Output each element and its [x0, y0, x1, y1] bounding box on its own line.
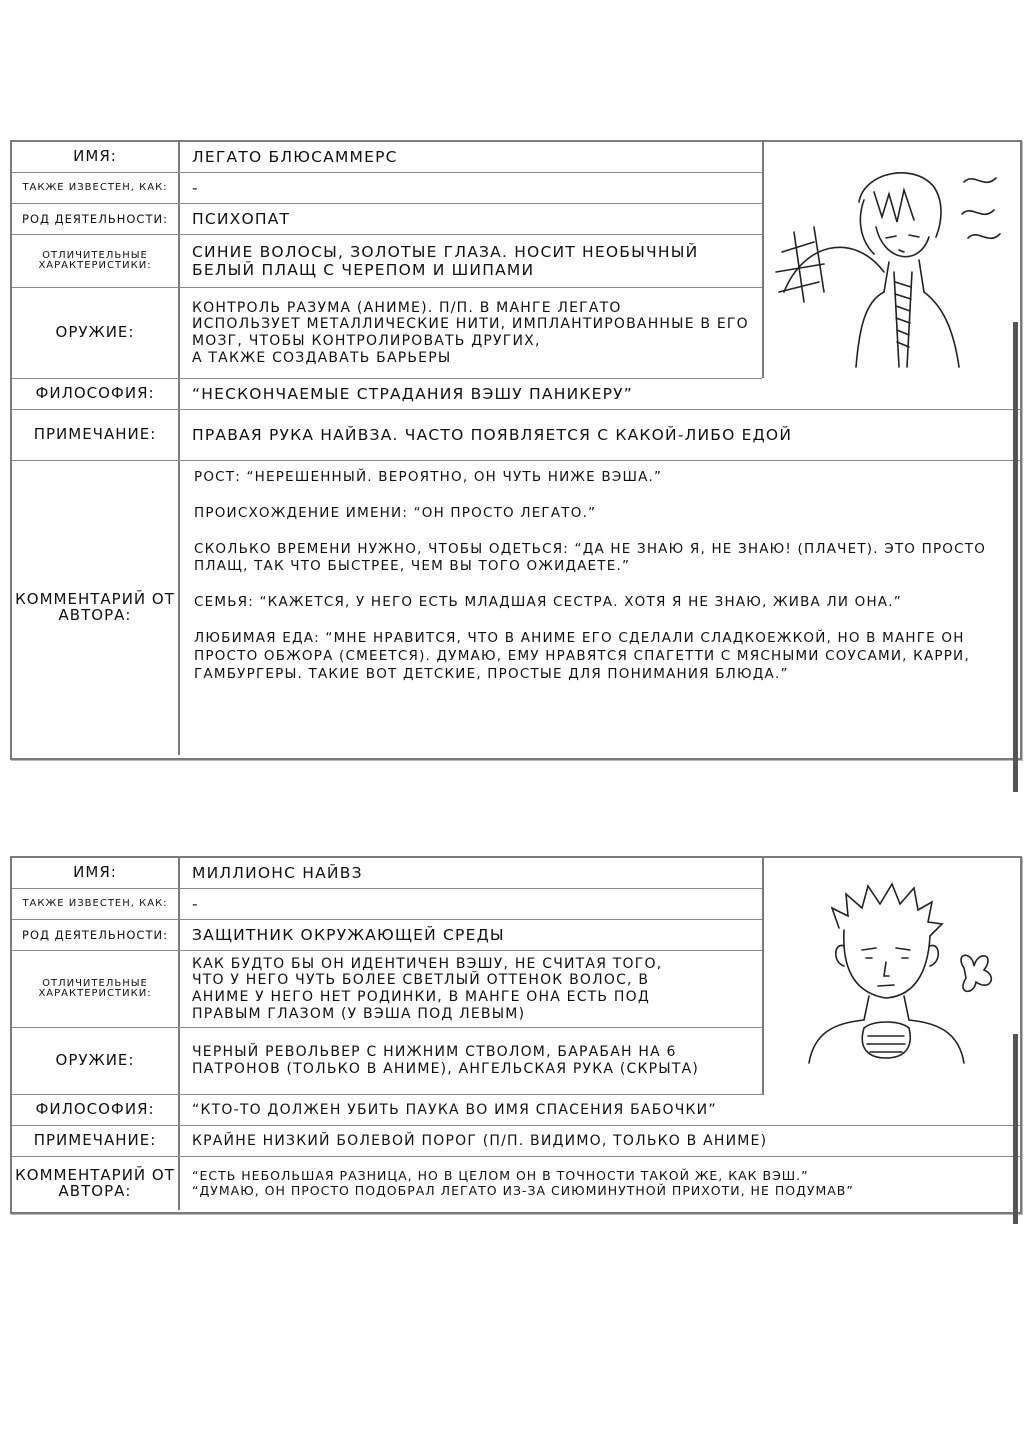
aka-row	[12, 889, 764, 920]
weapon-row	[12, 288, 762, 379]
weapon-row	[12, 1028, 764, 1095]
aka-label: ТАКЖЕ ИЗВЕСТЕН, КАК:	[12, 173, 180, 203]
scroll-edge	[1013, 1034, 1018, 1224]
features-value: СИНИЕ ВОЛОСЫ, ЗОЛОТЫЕ ГЛАЗА. НОСИТ НЕОБЫЧНЫЙ БЕЛЫЙ ПЛАЩ С ЧЕРЕПОМ И ШИПАМИ	[192, 242, 699, 279]
features-row	[12, 235, 762, 288]
scroll-edge	[1013, 322, 1018, 792]
features-row	[12, 951, 764, 1028]
name-value: МИЛЛИОНС НАЙВЗ	[192, 863, 363, 882]
name-row	[12, 858, 764, 889]
comment-favorite-food: ЛЮБИМАЯ ЕДА: “МНЕ НРАВИТСЯ, ЧТО В АНИМЕ ЕГО СДЕЛАЛИ СЛАДКОЕЖКОЙ, НО В МАНГЕ ОН ПРОСТО ОБЖОРА (СМЕЕТСЯ). ДУМАЮ, ЕМУ НРАВЯТСЯ СПАГЕТТИ С МЯСНЫМИ СОУСАМИ, КАРРИ, ГАМБУРГЕРЫ. ТАКИЕ ВОТ ДЕТСКИЕ, ПРОСТЫЕ ДЛЯ ПОНИМАНИЯ БЛЮДА.”	[194, 630, 970, 682]
comment-family: СЕМЬЯ: “КАЖЕТСЯ, У НЕГО ЕСТЬ МЛАДШАЯ СЕСТРА. ХОТЯ Я НЕ ЗНАЮ, ЖИВА ЛИ ОНА.”	[194, 594, 902, 611]
comment-name-origin: ПРОИСХОЖДЕНИЕ ИМЕНИ: “ОН ПРОСТО ЛЕГАТО.”	[194, 504, 597, 521]
comment-height: РОСТ: “НЕРЕШЕННЫЙ. ВЕРОЯТНО, ОН ЧУТЬ НИЖЕ ВЭША.”	[194, 469, 663, 485]
occupation-value: ЗАЩИТНИК ОКРУЖАЮЩЕЙ СРЕДЫ	[192, 925, 505, 944]
note-value: ПРАВАЯ РУКА НАЙВЗА. ЧАСТО ПОЯВЛЯЕТСЯ С КАКОЙ-ЛИБО ЕДОЙ	[192, 425, 793, 444]
philosophy-row	[12, 379, 1020, 410]
features-value: КАК БУДТО БЫ ОН ИДЕНТИЧЕН ВЭШУ, НЕ СЧИТАЯ ТОГО, ЧТО У НЕГО ЧУТЬ БОЛЕЕ СВЕТЛЫЙ ОТТЕНОК ВОЛОС, В АНИМЕ У НЕГО НЕТ РОДИНКИ, В МАНГЕ ОНА ЕСТЬ ПОД ПРАВЫМ ГЛАЗОМ (У ВЭША ПОД ЛЕВЫМ)	[192, 955, 663, 1022]
name-label: ИМЯ:	[12, 858, 180, 888]
aka-row	[12, 173, 762, 204]
weapon-label: ОРУЖИЕ:	[12, 1028, 180, 1094]
name-value: ЛЕГАТО БЛЮСАММЕРС	[192, 147, 398, 166]
weapon-label: ОРУЖИЕ:	[12, 288, 180, 378]
philosophy-value: “КТО-ТО ДОЛЖЕН УБИТЬ ПАУКА ВО ИМЯ СПАСЕНИЯ БАБОЧКИ”	[192, 1101, 717, 1118]
occupation-value: ПСИХОПАТ	[192, 209, 291, 228]
occupation-label: РОД ДЕЯТЕЛЬНОСТИ:	[12, 204, 180, 234]
aka-value: -	[192, 178, 199, 197]
author-comments	[194, 469, 1000, 702]
occupation-label: РОД ДЕЯТЕЛЬНОСТИ:	[12, 920, 180, 950]
note-value: КРАЙНЕ НИЗКИЙ БОЛЕВОЙ ПОРОГ (П/П. ВИДИМО, ТОЛЬКО В АНИМЕ)	[192, 1132, 768, 1149]
profile-card-knives	[10, 856, 1022, 1214]
philosophy-value: “НЕСКОНЧАЕМЫЕ СТРАДАНИЯ ВЭШУ ПАНИКЕРУ”	[192, 384, 633, 403]
weapon-value: КОНТРОЛЬ РАЗУМА (АНИМЕ). П/П. В МАНГЕ ЛЕГАТО ИСПОЛЬЗУЕТ МЕТАЛЛИЧЕСКИЕ НИТИ, ИМПЛАНТИРОВАННЫЕ В ЕГО МОЗГ, ЧТОБЫ КОНТРОЛИРОВАТЬ ДРУГИХ, А ТАКЖЕ СОЗДАВАТЬ БАРЬЕРЫ	[192, 299, 749, 366]
aka-value: -	[192, 894, 199, 913]
occupation-row	[12, 920, 764, 951]
comment-label: КОММЕНТАРИЙ ОТ АВТОРА:	[12, 1157, 180, 1210]
profile-card-legato	[10, 140, 1022, 760]
note-row	[12, 1126, 1020, 1157]
portrait-legato	[762, 142, 1020, 378]
features-label: ОТЛИЧИТЕЛЬНЫЕ ХАРАКТЕРИСТИКИ:	[12, 951, 180, 1027]
name-label: ИМЯ:	[12, 142, 180, 172]
occupation-row	[12, 204, 762, 235]
knives-sketch-image	[764, 858, 1018, 1094]
legato-sketch-image	[764, 142, 1018, 378]
philosophy-label: ФИЛОСОФИЯ:	[12, 379, 180, 409]
philosophy-row	[12, 1095, 1020, 1126]
note-row	[12, 410, 1020, 461]
note-label: ПРИМЕЧАНИЕ:	[12, 1126, 180, 1156]
portrait-knives	[762, 858, 1020, 1094]
comment-value: “ЕСТЬ НЕБОЛЬШАЯ РАЗНИЦА, НО В ЦЕЛОМ ОН В ТОЧНОСТИ ТАКОЙ ЖЕ, КАК ВЭШ.” “ДУМАЮ, ОН ПРОСТО ПОДОБРАЛ ЛЕГАТО ИЗ-ЗА СИЮМИНУТНОЙ ПРИХОТИ, НЕ ПОДУМАВ”	[192, 1167, 854, 1198]
aka-label: ТАКЖЕ ИЗВЕСТЕН, КАК:	[12, 889, 180, 919]
features-label: ОТЛИЧИТЕЛЬНЫЕ ХАРАКТЕРИСТИКИ:	[12, 235, 180, 287]
comment-row	[12, 461, 1020, 755]
weapon-value: ЧЕРНЫЙ РЕВОЛЬВЕР С НИЖНИМ СТВОЛОМ, БАРАБАН НА 6 ПАТРОНОВ (ТОЛЬКО В АНИМЕ), АНГЕЛЬСКАЯ РУКА (СКРЫТА)	[192, 1044, 700, 1077]
comment-label: КОММЕНТАРИЙ ОТ АВТОРА:	[12, 461, 180, 755]
name-row	[12, 142, 762, 173]
comment-row	[12, 1157, 1020, 1210]
note-label: ПРИМЕЧАНИЕ:	[12, 410, 180, 460]
philosophy-label: ФИЛОСОФИЯ:	[12, 1095, 180, 1125]
comment-dressing-time: СКОЛЬКО ВРЕМЕНИ НУЖНО, ЧТОБЫ ОДЕТЬСЯ: “ДА НЕ ЗНАЮ Я, НЕ ЗНАЮ! (ПЛАЧЕТ). ЭТО ПРОСТО ПЛАЩ, ТАК ЧТО БЫСТРЕЕ, ЧЕМ ВЫ ТОГО ОЖИДАЕТЕ.”	[194, 540, 987, 575]
